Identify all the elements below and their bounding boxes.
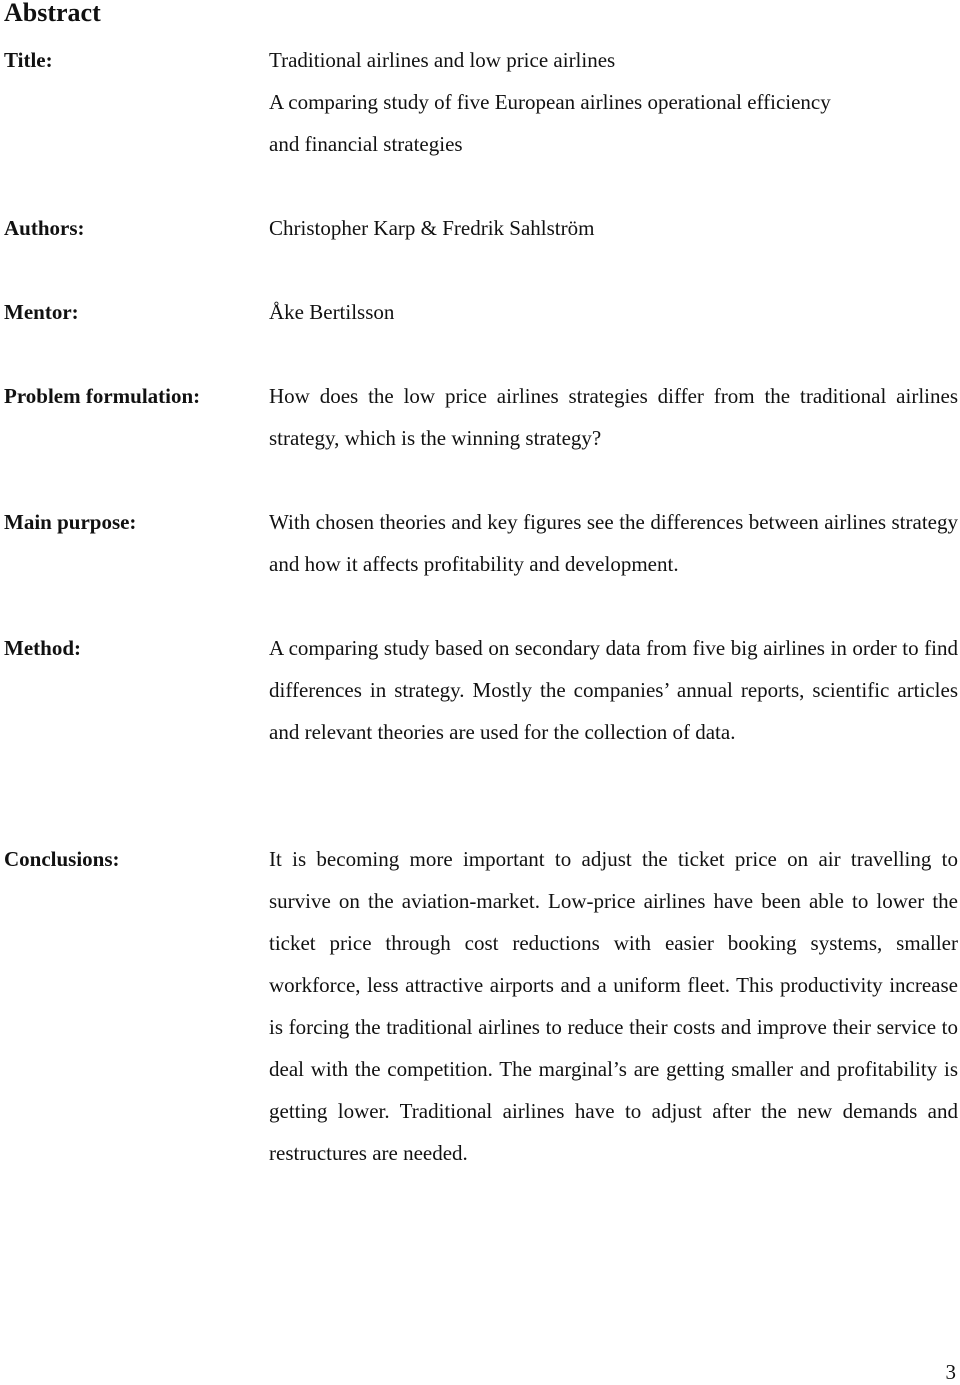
main-purpose-label: Main purpose: — [4, 510, 137, 534]
abstract-heading: Abstract — [4, 0, 101, 27]
problem-formulation-label: Problem formulation: — [4, 384, 201, 408]
conclusions-label: Conclusions: — [4, 847, 120, 871]
subtitle-line: A comparing study of five European airlines operational efficiency — [269, 90, 831, 114]
title-value — [269, 39, 958, 165]
authors-value: Christopher Karp & Fredrik Sahlström — [269, 216, 595, 240]
page-number: 3 — [945, 1360, 956, 1384]
method-text: A comparing study based on secondary data from five big airlines in order to find differences in strategy. Mostly the companies’ annual reports, scientific articles and relevant theories are used for the collection of data. — [269, 636, 958, 744]
authors-label: Authors: — [4, 216, 85, 240]
main-purpose-text: With chosen theories and key figures see the differences between airlines strategy and how it affects profitability and development. — [269, 510, 958, 576]
method-label: Method: — [4, 636, 81, 660]
conclusions-text: It is becoming more important to adjust the ticket price on air travelling to survive on the aviation-market. Low-price airlines have been able to lower the ticket price through cost reductions with easier booking systems, smaller workforce, less attractive airports and a uniform fleet. This productivity increase is forcing the traditional airlines to reduce their costs and improve their service to deal with the competition. The marginal’s are getting smaller and profitability is getting lower. Traditional airlines have to adjust after the new demands and restructures are needed. — [269, 847, 958, 1165]
title-label: Title: — [4, 48, 53, 72]
subtitle-line: and financial strategies — [269, 132, 463, 156]
problem-formulation-text: How does the low price airlines strategies differ from the traditional airlines strategy, which is the winning strategy? — [269, 384, 958, 450]
mentor-value: Åke Bertilsson — [269, 300, 395, 324]
title-line: Traditional airlines and low price airlines — [269, 48, 616, 72]
mentor-label: Mentor: — [4, 300, 79, 324]
